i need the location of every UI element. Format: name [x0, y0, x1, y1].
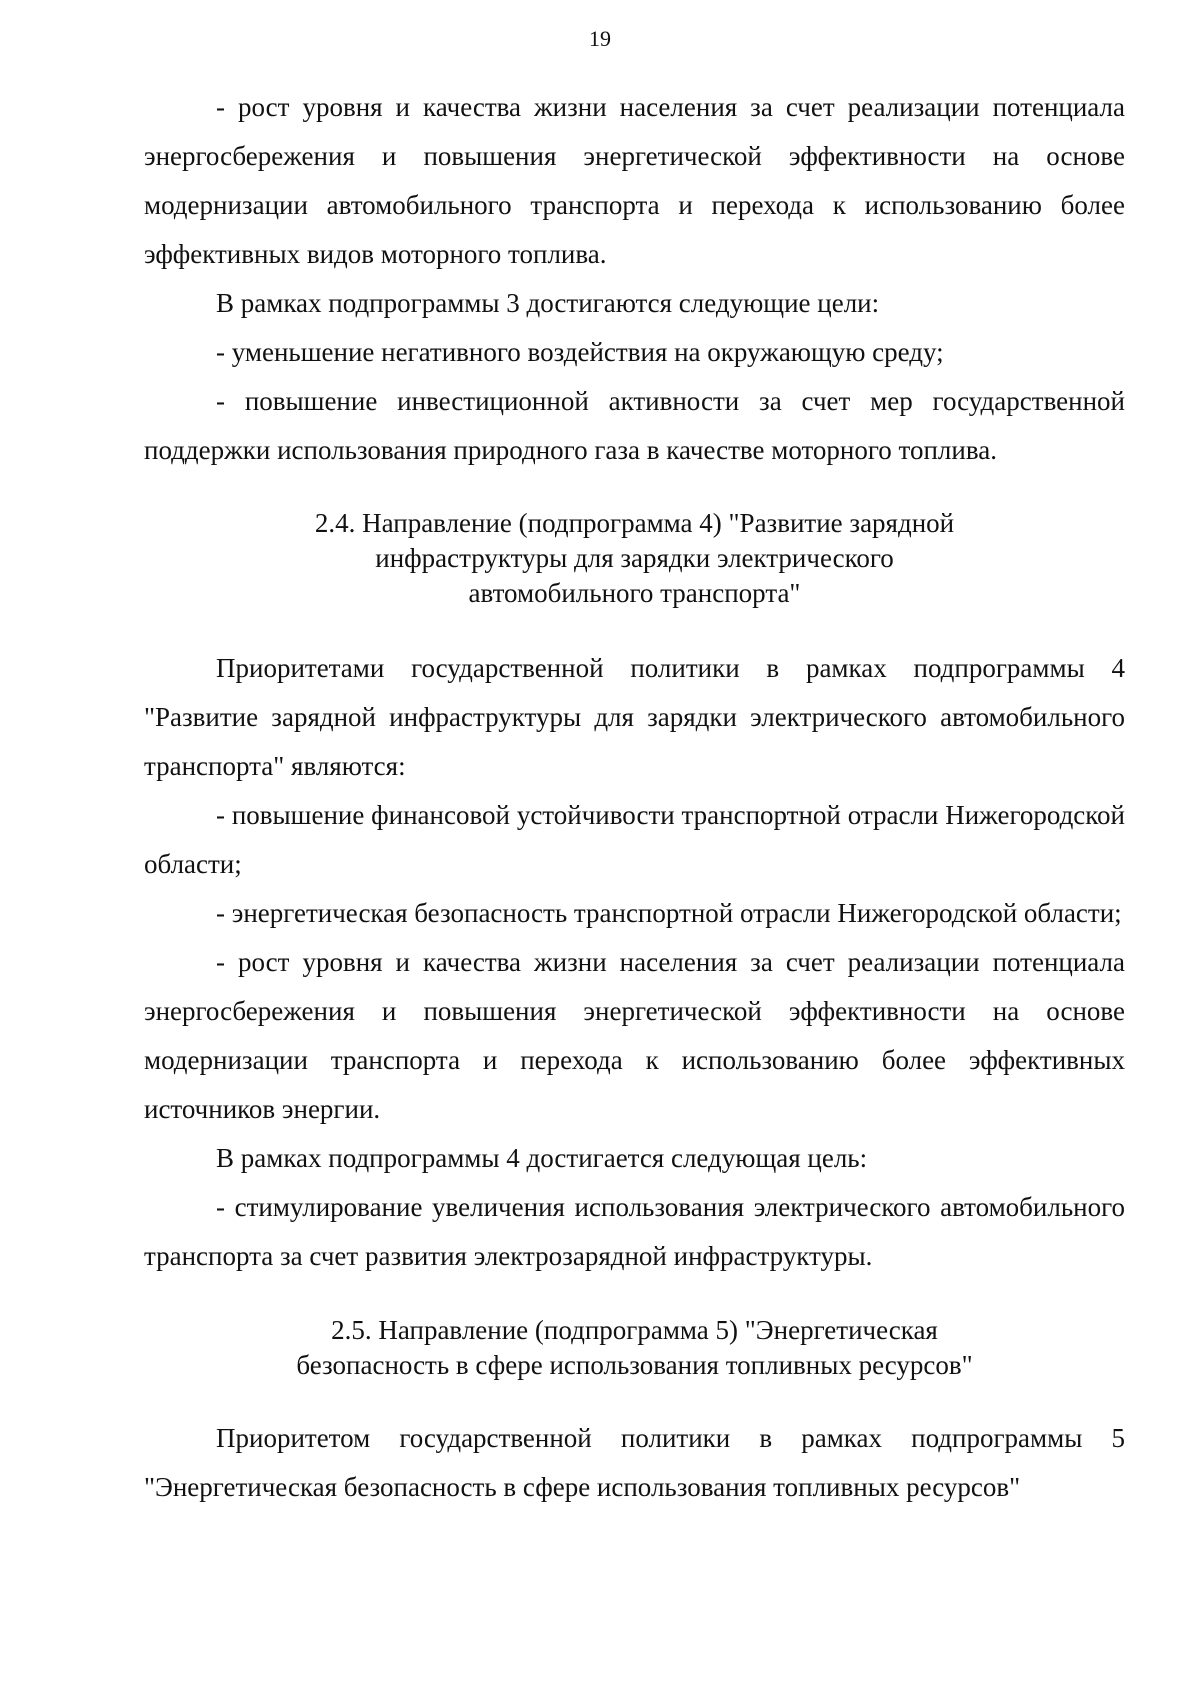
section-heading: 2.5. Направление (подпрограмма 5) "Энергетическая безопасность в сфере использования топливных ресурсов": [296, 1315, 973, 1380]
paragraph: В рамках подпрограммы 4 достигается следующая цель:: [216, 1143, 868, 1173]
paragraph: - повышение инвестиционной активности за счет мер государственной поддержки использования природного газа в качестве моторного топлива.: [144, 386, 1125, 465]
paragraph: - уменьшение негативного воздействия на окружающую среду;: [216, 337, 944, 367]
paragraph: - рост уровня и качества жизни населения за счет реализации потенциала энергосбережения и повышения энергетической эффективности на основе модернизации транспорта и перехода к использованию более эффективных источников энергии.: [144, 947, 1125, 1124]
document-body: [144, 83, 1125, 1512]
paragraph: - стимулирование увеличения использования электрического автомобильного транспорта за счет развития электрозарядной инфраструктуры.: [144, 1192, 1125, 1271]
section-heading: 2.4. Направление (подпрограмма 4) "Развитие зарядной инфраструктуры для зарядки электрического автомобильного транспорта": [314, 508, 955, 608]
paragraph: - энергетическая безопасность транспортной отрасли Нижегородской области;: [216, 898, 1122, 928]
paragraph: Приоритетами государственной политики в рамках подпрограммы 4 "Развитие зарядной инфраструктуры для зарядки электрического автомобильного транспорта" являются:: [144, 653, 1125, 781]
paragraph: Приоритетом государственной политики в рамках подпрограммы 5 "Энергетическая безопасность в сфере использования топливных ресурсов": [144, 1423, 1125, 1502]
paragraph: - повышение финансовой устойчивости транспортной отрасли Нижегородской области;: [144, 800, 1125, 879]
paragraph: - рост уровня и качества жизни населения за счет реализации потенциала энергосбережения и повышения энергетической эффективности на основе модернизации автомобильного транспорта и перехода к использованию более эффективных видов моторного топлива.: [144, 92, 1125, 269]
paragraph: В рамках подпрограммы 3 достигаются следующие цели:: [216, 288, 880, 318]
page-number: 19: [589, 26, 611, 51]
